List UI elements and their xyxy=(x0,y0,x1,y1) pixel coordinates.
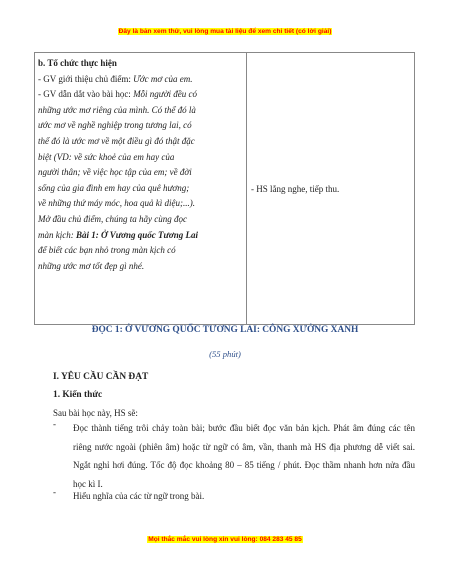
table-line: Mở đầu chủ điểm, chúng ta hãy cùng đọc xyxy=(38,213,188,224)
student-activity-cell xyxy=(247,53,415,325)
lesson-title: ĐỌC 1: Ở VƯƠNG QUỐC TƯƠNG LAI: CÔNG XƯỞNG XANH xyxy=(91,325,359,335)
table-heading: b. Tổ chức thực hiện xyxy=(38,58,117,68)
bullet-dash: - xyxy=(53,419,56,429)
contact-banner: Mọi thắc mắc vui lòng xin vui lòng: 084 283 45 85 xyxy=(148,536,302,543)
preview-banner: Đây là bản xem thử, vui lòng mua tài liệu để xem chi tiết (có lời giải) xyxy=(118,28,332,35)
table-line: - GV dẫn dắt vào bài học: Mỗi người đều có xyxy=(38,89,198,100)
table-line: những ước mơ riêng của mình. Có thể đó là xyxy=(38,104,196,115)
table-line: biệt (VD: về sức khoẻ của em hay của xyxy=(38,151,175,162)
table-line: người thân; về việc học tập của em; về đời xyxy=(38,167,192,178)
intro-text: Sau bài học này, HS sẽ: xyxy=(53,408,138,418)
table-line: - GV giới thiệu chủ điểm: Ước mơ của em. xyxy=(38,73,193,84)
table-line: màn kịch: Bài 1: Ở Vương quốc Tương Lai xyxy=(38,229,198,240)
table-line: thể đó là ước mơ về một điều gì đó thật đặc xyxy=(38,135,195,146)
subsection-heading: 1. Kiến thức xyxy=(53,390,103,400)
table-line: sống của gia đình em hay của quê hương; xyxy=(38,182,190,193)
table-line: ước mơ về nghề nghiệp trong tương lai, có xyxy=(38,120,192,131)
lesson-duration: (55 phút) xyxy=(209,349,241,359)
student-activity-text: - HS lắng nghe, tiếp thu. xyxy=(251,183,340,194)
table-line: để biết các bạn nhỏ trong màn kịch có xyxy=(38,245,176,256)
table-line: những ước mơ tốt đẹp gì nhé. xyxy=(38,260,145,271)
section-heading: I. YÊU CẦU CẦN ĐẠT xyxy=(53,372,149,382)
teacher-activity-cell xyxy=(35,53,247,325)
list-item-text: Hiểu nghĩa của các từ ngữ trong bài. xyxy=(73,491,205,501)
table-line: về những thứ máy móc, hoa quả kì diệu;...). xyxy=(38,198,196,209)
bullet-dash: - xyxy=(53,487,56,497)
activity-table xyxy=(34,52,415,325)
list-item-text: Đọc thành tiếng trôi chảy toàn bài; bước đầu biết đọc văn bản kịch. Phát âm đúng các tên riêng nước ngoài (phiên âm) hoặc từ ngữ có âm, vần, thanh mà HS địa phương dễ viết sai. Ngắt nghỉ hơi đúng. Tốc độ đọc khoảng 80 – 85 tiếng / phút. Đọc thầm nhanh hơn nửa đầu học kì I. xyxy=(73,423,415,489)
